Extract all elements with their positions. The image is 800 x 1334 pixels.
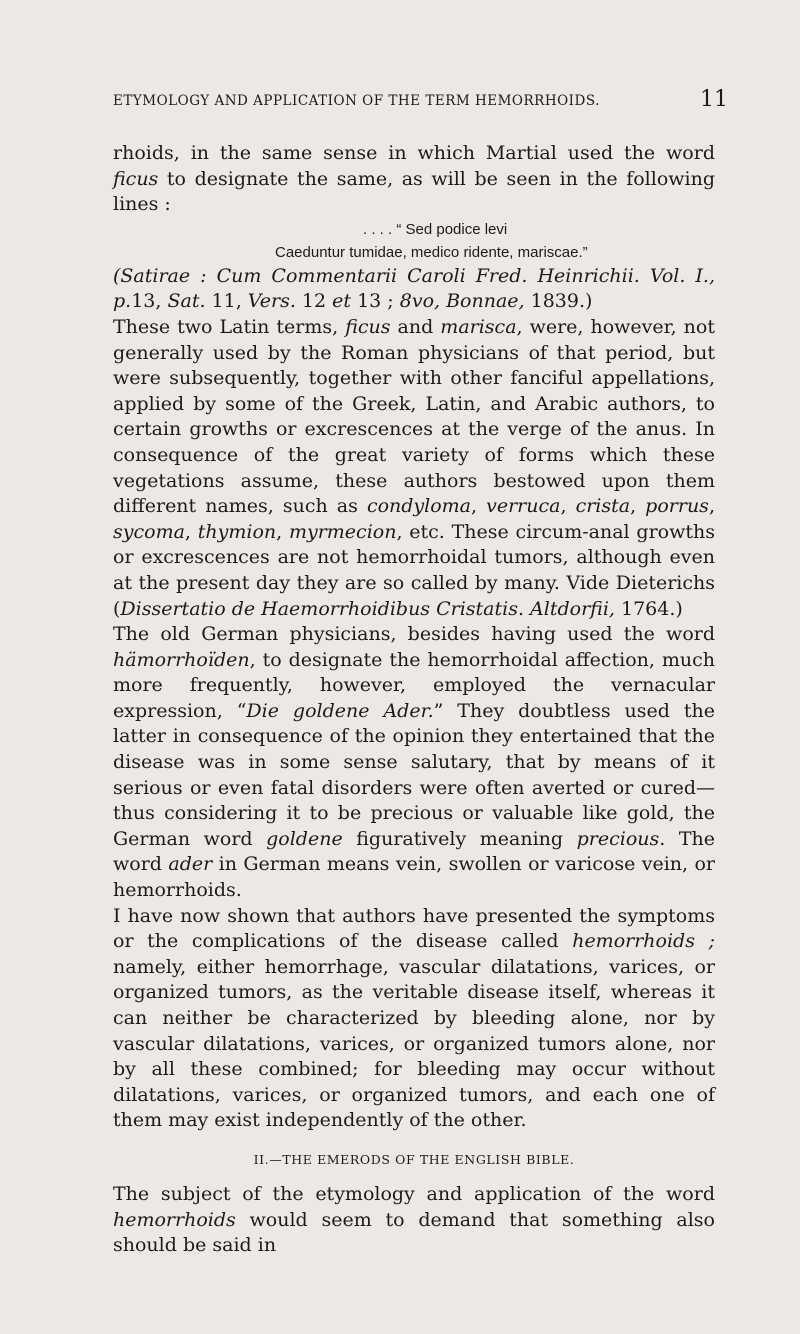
p2-q: , bbox=[276, 520, 289, 543]
cite-f: 12 bbox=[295, 290, 333, 313]
cite-h: 13 ; bbox=[351, 290, 400, 313]
p3-c: , to designate the hemorrhoidal affection, much more frequently, however, employed the vernacular expression, “ bbox=[113, 648, 715, 722]
p3-g: figuratively meaning bbox=[342, 827, 577, 850]
citation bbox=[113, 264, 715, 315]
paragraph-2 bbox=[113, 315, 715, 622]
verse-line-1: . . . . “ Sed podice levi bbox=[363, 220, 508, 238]
cite-e: Vers. bbox=[247, 290, 296, 313]
p2-b: ficus bbox=[345, 315, 391, 338]
paragraph-1 bbox=[113, 141, 715, 218]
cite-c: Sat. bbox=[167, 290, 206, 313]
verse-line-2: Caeduntur tumidae, medico ridente, mariscae.” bbox=[275, 243, 588, 261]
paragraph-5 bbox=[113, 1182, 715, 1259]
p2-k: , bbox=[630, 495, 646, 518]
cite-b: 13, bbox=[131, 290, 168, 313]
p1-text-c: to designate the same, as will be seen in the following lines : bbox=[113, 167, 715, 216]
p3-a: The old German physicians, besides having used the word bbox=[113, 623, 715, 646]
p2-o: , bbox=[184, 520, 198, 543]
p2-p: thymion bbox=[197, 520, 277, 543]
cite-a: (Satirae : Cum Commentarii Caroli Fred. Heinrichii. Vol. I., p. bbox=[113, 264, 715, 313]
p2-f: condyloma bbox=[366, 495, 472, 518]
cite-i: 8vo, Bonnae, bbox=[399, 290, 525, 313]
p3-h: precious bbox=[576, 827, 660, 850]
p2-c: and bbox=[390, 315, 441, 338]
p2-s: , etc. These circum-anal growths or excrescences are not hemorrhoidal tumors, although even at the present day they are so called by many. Vide Dieterichs ( bbox=[113, 520, 715, 620]
cite-g: et bbox=[332, 290, 352, 313]
p2-n: sycoma bbox=[113, 520, 185, 543]
p2-u: 1764.) bbox=[614, 597, 683, 620]
p3-i: . The word bbox=[113, 827, 716, 876]
p1-term-ficus: ficus bbox=[113, 167, 159, 190]
cite-d: 11, bbox=[205, 290, 248, 313]
p2-j: crista bbox=[575, 495, 631, 518]
p4-a: I have now shown that authors have presented the symptoms or the complications of the disease called bbox=[113, 904, 715, 953]
p2-a: These two Latin terms, bbox=[113, 315, 346, 338]
running-title: ETYMOLOGY AND APPLICATION OF THE TERM HEMORRHOIDS. bbox=[113, 93, 600, 109]
cite-j: 1839.) bbox=[524, 290, 593, 313]
p2-i: , bbox=[560, 495, 576, 518]
p4-b: hemorrhoids ; bbox=[572, 930, 715, 953]
p2-d: marisca bbox=[440, 315, 517, 338]
p2-l: porrus bbox=[645, 495, 709, 518]
p2-g: , bbox=[471, 495, 487, 518]
body-text bbox=[113, 141, 715, 1259]
running-header bbox=[113, 87, 728, 112]
p3-j: ader bbox=[168, 853, 213, 876]
p3-k: in German means vein, swollen or varicose vein, or hemorrhoids. bbox=[113, 853, 715, 902]
p3-e: ” They doubtless used the latter in consequence of the opinion they entertained that the disease was in some sense salutary, that by means of it serious or even fatal disorders were often averted or cured—thus considering it to be precious or valuable like gold, the German word bbox=[113, 699, 716, 850]
p3-d: Die goldene Ader. bbox=[246, 699, 434, 722]
p2-t: Dissertatio de Haemorrhoidibus Cristatis. Altdorfii, bbox=[120, 597, 615, 620]
p5-c: would seem to demand that something also should be said in bbox=[113, 1208, 715, 1257]
page-number: 11 bbox=[700, 87, 728, 112]
p1-text-a: rhoids, in the same sense in which Martial used the word bbox=[113, 142, 715, 164]
p5-a: The subject of the etymology and application of the word bbox=[113, 1182, 715, 1205]
p3-f: goldene bbox=[266, 827, 343, 850]
p5-b: hemorrhoids bbox=[113, 1208, 236, 1231]
p4-c: namely, either hemorrhage, vascular dilatations, varices, or organized tumors, as the veritable disease itself, whereas it can neither be characterized by bleeding alone, nor by vascular dilatations, varices, or organized tumors alone, nor by all these combined; for bleeding may occur without dilatations, varices, or organized tumors, and each one of them may exist independently of the other. bbox=[113, 955, 715, 1132]
p3-b: hämorrhoïden bbox=[113, 648, 250, 671]
p2-r: myrmecion bbox=[288, 520, 397, 543]
p2-e: , were, however, not generally used by the Roman physicians of that period, but were subsequently, together with other fanciful appellations, applied by some of the Greek, Latin, and Arabic authors, to certain growths or excrescences at the verge of the anus. In consequence of the great variety of forms which these vegetations assume, these authors bestowed upon them different names, such as bbox=[113, 315, 715, 518]
paragraph-3 bbox=[113, 622, 715, 904]
p2-h: verruca bbox=[486, 495, 561, 518]
paragraph-4 bbox=[113, 904, 715, 1134]
section-heading: II.—THE EMERODS OF THE ENGLISH BIBLE. bbox=[253, 1151, 575, 1167]
p2-m: , bbox=[708, 495, 715, 518]
